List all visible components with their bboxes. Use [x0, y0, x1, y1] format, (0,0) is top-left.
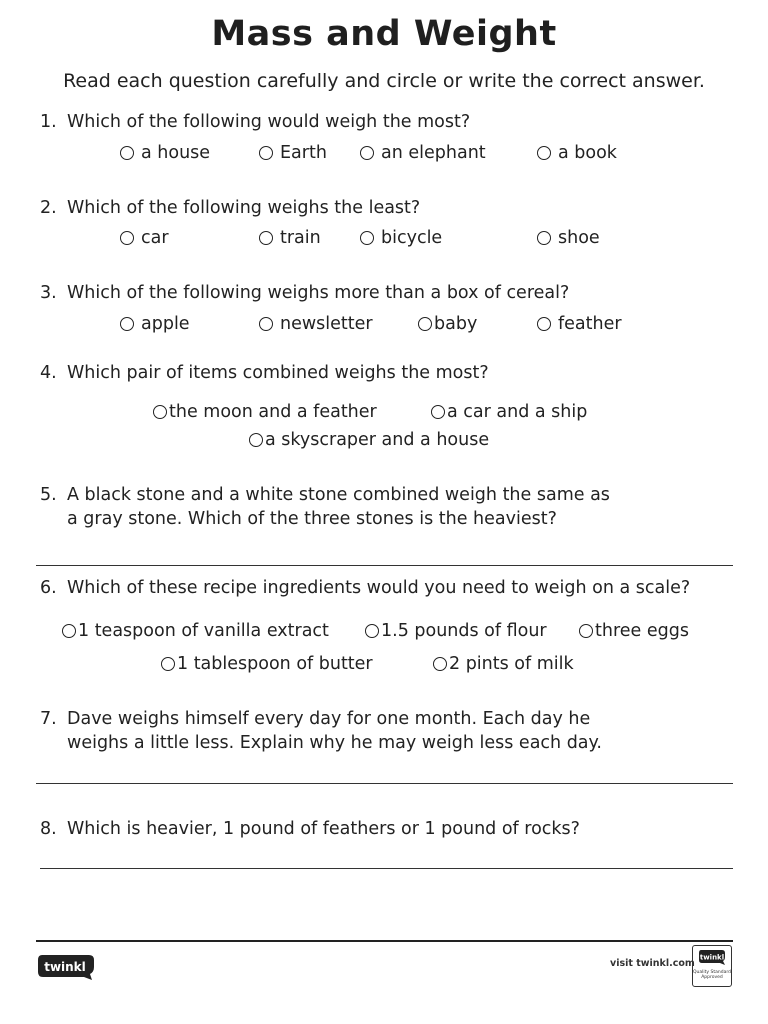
page-title: Mass and Weight [211, 14, 557, 54]
question-text: Which of these recipe ingredients would you need to weigh on a scale? [67, 578, 691, 598]
option-label: feather [558, 314, 622, 334]
instructions: Read each question carefully and circle or write the correct answer. [63, 70, 705, 92]
question-text: Which of the following would weigh the most? [67, 112, 471, 132]
radio-circle-icon[interactable] [259, 146, 273, 160]
option-baby[interactable] [418, 313, 477, 335]
radio-circle-icon[interactable] [537, 231, 551, 245]
radio-circle-icon[interactable] [537, 146, 551, 160]
question-1 [40, 110, 470, 134]
radio-circle-icon[interactable] [365, 624, 379, 638]
visit-link[interactable]: visit twinkl.com [610, 958, 695, 969]
option-newsletter[interactable] [259, 313, 373, 335]
option-car-and-ship[interactable] [431, 401, 587, 423]
answer-line-8[interactable] [40, 868, 733, 869]
option-an-elephant[interactable] [360, 142, 486, 164]
question-number: 2. [40, 198, 57, 218]
option-a-book[interactable] [537, 142, 617, 164]
question-2 [40, 196, 420, 220]
option-label: a house [141, 143, 211, 163]
option-label: the moon and a feather [169, 402, 377, 422]
radio-circle-icon[interactable] [418, 317, 432, 331]
logo-text: twinkl [44, 960, 86, 974]
question-text: Which of the following weighs more than a box of cereal? [67, 283, 570, 303]
radio-circle-icon[interactable] [120, 231, 134, 245]
question-3 [40, 281, 569, 305]
option-label: three eggs [595, 621, 689, 641]
radio-circle-icon[interactable] [153, 405, 167, 419]
question-number: 4. [40, 363, 57, 383]
option-label: shoe [558, 228, 600, 248]
badge-logo-text: twinkl [699, 953, 725, 962]
badge-logo-icon [698, 949, 726, 965]
option-bicycle[interactable] [360, 227, 442, 249]
option-train[interactable] [259, 227, 321, 249]
option-milk[interactable] [433, 653, 574, 675]
answer-line-5[interactable] [36, 565, 733, 566]
question-text-line-1: Dave weighs himself every day for one month. Each day he [67, 709, 591, 729]
question-text-line-2: a gray stone. Which of the three stones is the heaviest? [67, 509, 557, 529]
radio-circle-icon[interactable] [120, 146, 134, 160]
option-label: bicycle [381, 228, 443, 248]
option-apple[interactable] [120, 313, 190, 335]
option-label: 1 teaspoon of vanilla extract [78, 621, 329, 641]
question-text-line-2: weighs a little less. Explain why he may weigh less each day. [67, 733, 602, 753]
radio-circle-icon[interactable] [579, 624, 593, 638]
question-text: Which pair of items combined weighs the most? [67, 363, 489, 383]
option-label: a car and a ship [447, 402, 588, 422]
option-label: an elephant [381, 143, 486, 163]
radio-circle-icon[interactable] [120, 317, 134, 331]
option-moon-and-feather[interactable] [153, 401, 377, 423]
question-8 [40, 817, 580, 841]
option-feather[interactable] [537, 313, 622, 335]
radio-circle-icon[interactable] [249, 433, 263, 447]
badge-text: Quality Standard Approved [693, 970, 731, 980]
quality-badge [692, 945, 732, 987]
question-number: 6. [40, 578, 57, 598]
radio-circle-icon[interactable] [431, 405, 445, 419]
radio-circle-icon[interactable] [360, 146, 374, 160]
question-text: Which of the following weighs the least? [67, 198, 421, 218]
question-text-line-1: A black stone and a white stone combined weigh the same as [67, 485, 610, 505]
option-label: 1 tablespoon of butter [177, 654, 373, 674]
question-number: 3. [40, 283, 57, 303]
option-skyscraper-and-house[interactable] [249, 429, 489, 451]
radio-circle-icon[interactable] [259, 231, 273, 245]
option-label: Earth [280, 143, 327, 163]
option-car[interactable] [120, 227, 169, 249]
option-label: 1.5 pounds of flour [381, 621, 547, 641]
radio-circle-icon[interactable] [259, 317, 273, 331]
option-label: a book [558, 143, 617, 163]
option-label: apple [141, 314, 190, 334]
footer-divider [36, 940, 733, 942]
option-label: car [141, 228, 169, 248]
radio-circle-icon[interactable] [62, 624, 76, 638]
question-number: 7. [40, 709, 57, 729]
radio-circle-icon[interactable] [537, 317, 551, 331]
option-earth[interactable] [259, 142, 327, 164]
question-number: 8. [40, 819, 57, 839]
question-5 [40, 483, 610, 531]
option-label: baby [434, 314, 478, 334]
option-vanilla-extract[interactable] [62, 620, 329, 642]
option-flour[interactable] [365, 620, 547, 642]
option-butter[interactable] [161, 653, 373, 675]
radio-circle-icon[interactable] [360, 231, 374, 245]
question-4 [40, 361, 489, 385]
question-number: 5. [40, 485, 57, 505]
option-label: 2 pints of milk [449, 654, 574, 674]
option-label: a skyscraper and a house [265, 430, 490, 450]
twinkl-logo-icon [36, 951, 96, 981]
question-6 [40, 576, 690, 600]
question-text: Which is heavier, 1 pound of feathers or 1 pound of rocks? [67, 819, 580, 839]
option-shoe[interactable] [537, 227, 600, 249]
question-number: 1. [40, 112, 57, 132]
radio-circle-icon[interactable] [433, 657, 447, 671]
option-label: train [280, 228, 321, 248]
question-7 [40, 707, 602, 755]
option-label: newsletter [280, 314, 373, 334]
answer-line-7[interactable] [36, 783, 733, 784]
radio-circle-icon[interactable] [161, 657, 175, 671]
option-a-house[interactable] [120, 142, 210, 164]
option-three-eggs[interactable] [579, 620, 689, 642]
